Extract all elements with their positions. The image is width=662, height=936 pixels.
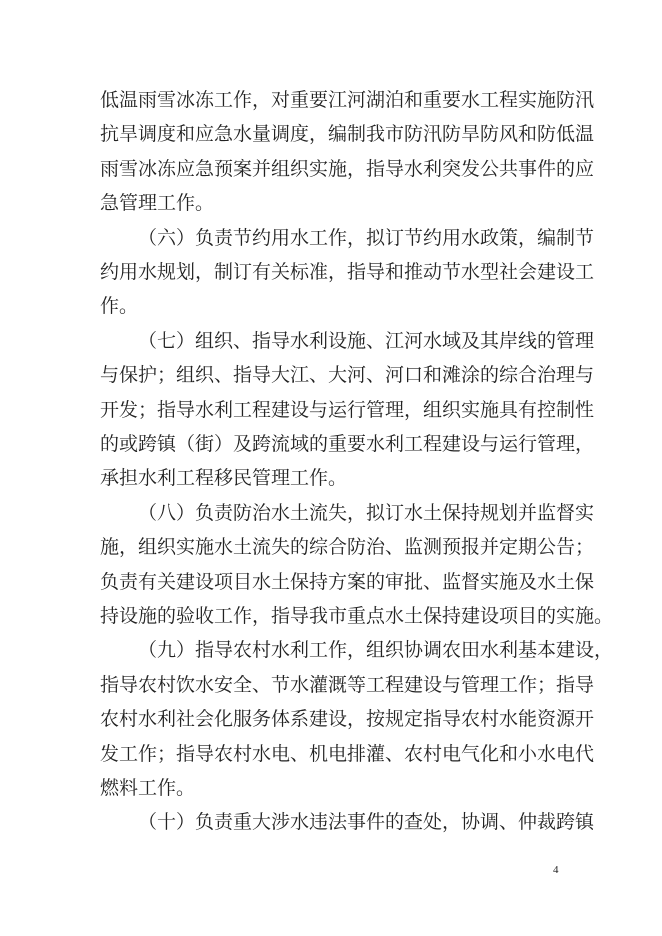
text-line: 与保护；组织、指导大江、大河、河口和滩涂的综合治理与	[100, 364, 595, 387]
text-line: 作。	[100, 295, 139, 318]
text-line: 低温雨雪冰冻工作，对重要江河湖泊和重要水工程实施防汛	[100, 89, 595, 111]
text-line: 的或跨镇（街）及跨流域的重要水利工程建设与运行管理，	[100, 433, 595, 455]
text-line: 燃料工作。	[100, 777, 196, 799]
text-line: （六）负责节约用水工作，拟订节约用水政策，编制节	[138, 226, 595, 249]
page-number: 4	[553, 864, 559, 876]
text-line: （十）负责重大涉水违法事件的查处，协调、仲裁跨镇	[138, 811, 595, 834]
text-line: 急管理工作。	[100, 192, 215, 215]
text-line: （七）组织、指导水利设施、江河水域及其岸线的管理	[138, 329, 595, 352]
text-line: 发工作；指导农村水电、机电排灌、农村电气化和小水电代	[100, 742, 595, 765]
text-line: 抗旱调度和应急水量调度，编制我市防汛防旱防风和防低温	[100, 123, 595, 146]
text-line: 农村水利社会化服务体系建设，按规定指导农村水能资源开	[100, 708, 595, 731]
text-line: 承担水利工程移民管理工作。	[100, 467, 348, 490]
text-line: （九）指导农村水利工作，组织协调农田水利基本建设，	[138, 639, 614, 662]
text-line: 负责有关建设项目水土保持方案的审批、监督实施及水土保	[100, 570, 595, 593]
text-line: （八）负责防治水土流失，拟订水土保持规划并监督实	[138, 501, 595, 524]
text-line: 开发；指导水利工程建设与运行管理，组织实施具有控制性	[100, 398, 595, 421]
text-line: 雨雪冰冻应急预案并组织实施，指导水利突发公共事件的应	[100, 157, 595, 180]
text-line: 指导农村饮水安全、节水灌溉等工程建设与管理工作；指导	[100, 673, 595, 696]
text-line: 施，组织实施水土流失的综合防治、监测预报并定期公告；	[100, 536, 595, 559]
text-line: 约用水规划，制订有关标准，指导和推动节水型社会建设工	[100, 261, 595, 283]
text-line: 持设施的验收工作，指导我市重点水土保持建设项目的实施。	[100, 605, 614, 627]
